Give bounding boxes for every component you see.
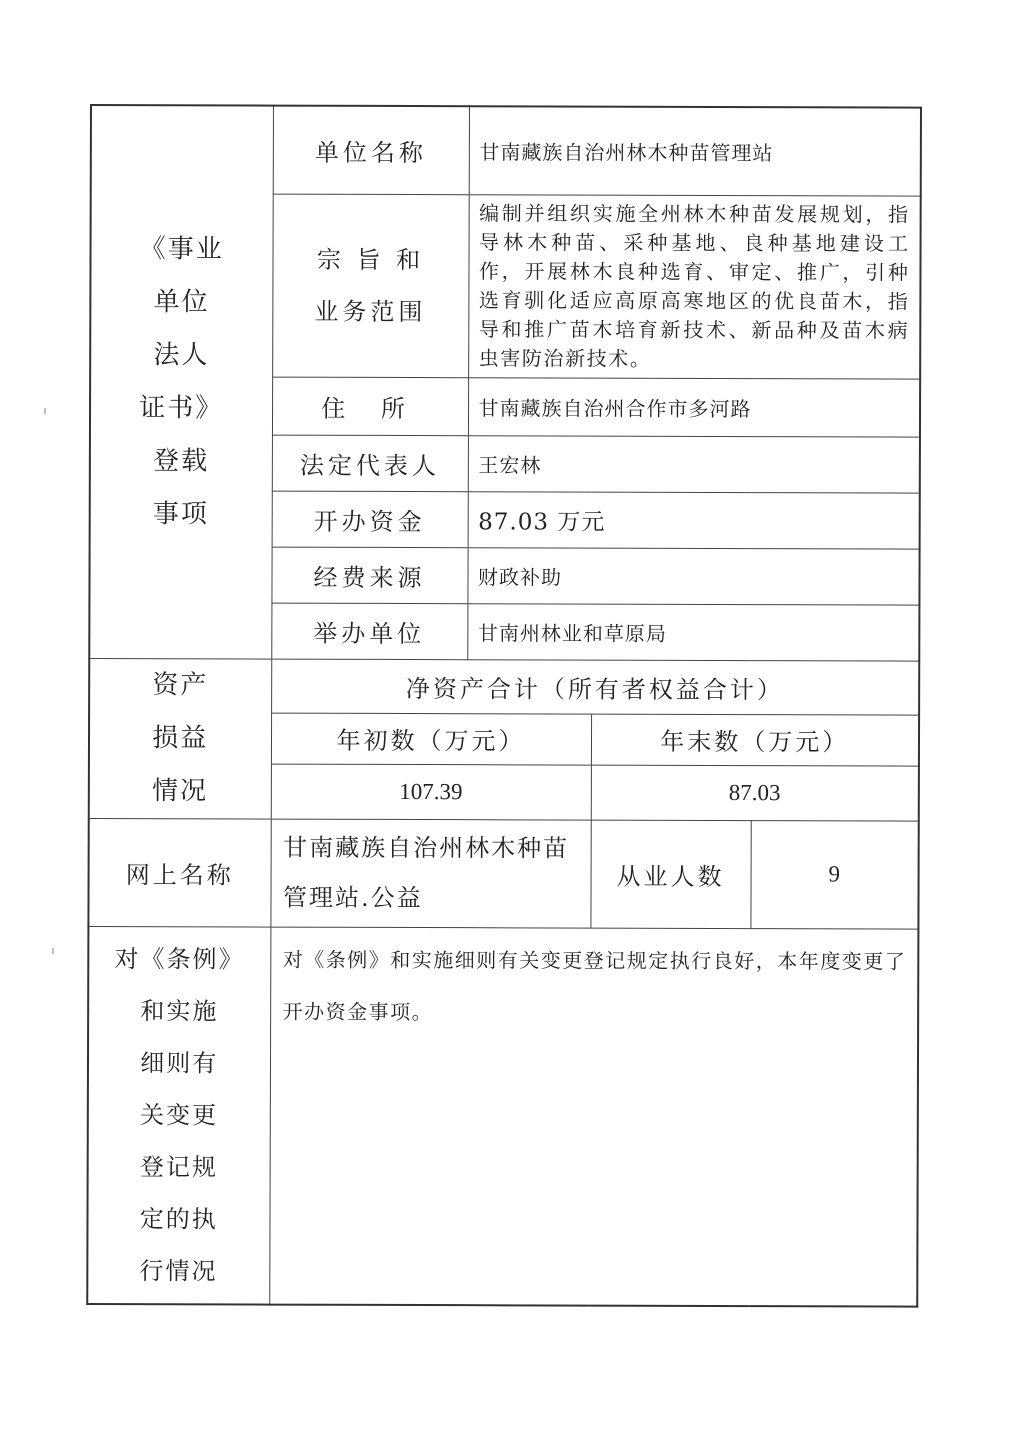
net-assets-header: 净资产合计（所有者权益合计） xyxy=(271,659,919,716)
begin-year-header: 年初数（万元） xyxy=(271,713,591,765)
label-line: 业务范围 xyxy=(314,297,427,326)
label-line: 资产 xyxy=(152,669,209,700)
value-line: 甘南藏族自治州林木种苗 xyxy=(283,833,570,863)
label-line: 损益 xyxy=(152,722,209,753)
label-line: 和实施 xyxy=(140,996,219,1026)
funding-label: 经费来源 xyxy=(271,547,467,604)
online-name-label: 网上名称 xyxy=(88,818,270,927)
certificate-items-label xyxy=(89,105,273,659)
legal-rep-label: 法定代表人 xyxy=(272,435,468,492)
label-line: 法人 xyxy=(153,339,210,371)
label-line: 定的执 xyxy=(139,1204,218,1234)
sponsor-value: 甘南州林业和草原局 xyxy=(467,603,919,660)
registration-form-table xyxy=(86,104,922,1308)
label-line: 登载 xyxy=(153,445,210,477)
purpose-value: 编制并组织实施全州林木种苗发展规划，指导林木种苗、采种基地、良种基地建设工作，开展林木良种选育、审定、推广，引种选育驯化适应高原高寒地区的优良苗木，指导和推广苗木培育新技术、新品种及苗木病虫害防治新技术。 xyxy=(468,194,921,378)
label-line: 对《条例》 xyxy=(114,944,245,974)
label-line: 关变更 xyxy=(140,1100,219,1130)
begin-year-value: 107.39 xyxy=(271,764,591,820)
label-line: 宗 旨 和 xyxy=(316,245,425,274)
label-line: 事项 xyxy=(152,498,210,530)
label-line: 登记规 xyxy=(139,1152,218,1182)
end-year-value: 87.03 xyxy=(591,765,919,821)
legal-rep-value: 王宏林 xyxy=(468,435,920,492)
scan-speck xyxy=(52,948,54,954)
value-line: 管理站.公益 xyxy=(282,883,423,913)
capital-label: 开办资金 xyxy=(272,491,468,548)
address-label: 住 所 xyxy=(272,377,468,436)
sponsor-label: 举办单位 xyxy=(271,603,467,660)
address-value: 甘南藏族自治州合作市多河路 xyxy=(468,377,920,436)
label-line: 证书》 xyxy=(139,392,224,424)
unit-name-label: 单位名称 xyxy=(273,106,469,195)
assets-label xyxy=(89,658,272,819)
label-line: 单位 xyxy=(153,286,210,318)
funding-value: 财政补助 xyxy=(467,547,919,604)
end-year-header: 年末数（万元） xyxy=(591,714,919,766)
label-line: 行情况 xyxy=(139,1256,218,1286)
unit-name-value: 甘南藏族自治州林木种苗管理站 xyxy=(469,106,921,195)
compliance-text: 对《条例》和实施细则有关变更登记规定执行良好，本年度变更了开办资金事项。 xyxy=(269,927,918,1307)
compliance-label xyxy=(87,926,270,1305)
purpose-label xyxy=(272,194,469,378)
capital-value: 87.03 万元 xyxy=(468,491,920,548)
scan-speck xyxy=(44,408,46,414)
staff-count-label: 从业人数 xyxy=(590,820,750,929)
label-line: 《事业 xyxy=(139,233,224,265)
online-name-value xyxy=(270,819,590,928)
label-line: 情况 xyxy=(152,775,209,806)
staff-count-value: 9 xyxy=(750,820,918,929)
label-line: 细则有 xyxy=(140,1048,219,1078)
